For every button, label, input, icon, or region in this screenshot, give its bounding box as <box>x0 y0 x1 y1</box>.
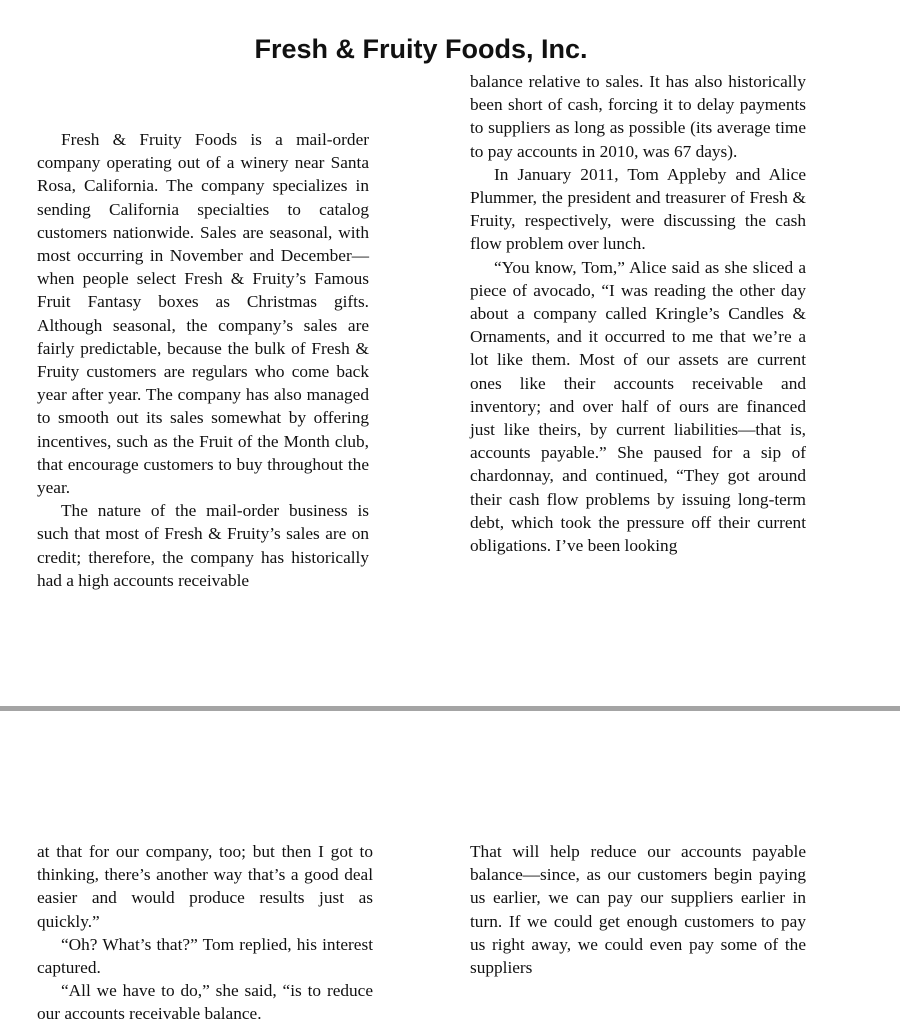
paragraph: balance relative to sales. It has also historically been short of cash, forcing it to delay payments to suppliers as long as possible (its average time to pay accounts in 2010, was 67 days). <box>470 72 806 161</box>
paragraph: Fresh & Fruity Foods is a mail-order company operating out of a winery near Santa Rosa, California. The company specializes in sending California specialties to catalog customers nationwide. Sales are seasonal, with most occurring in November and December—when people select Fresh & Fruity’s Famous Fruit Fantasy boxes as Christmas gifts. Although seasonal, the company’s sales are fairly predictable, because the bulk of Fresh & Fruity customers are regulars who come back year after year. The company has also managed to smooth out its sales somewhat by offering incentives, such as the Fruit of the Month club, that encourage customers to buy throughout the year. <box>37 130 369 498</box>
paragraph: The nature of the mail-order business is such that most of Fresh & Fruity’s sales are on credit; therefore, the company has historically had a high accounts receivable <box>37 501 369 590</box>
paragraph: “You know, Tom,” Alice said as she sliced a piece of avocado, “I was reading the other day about a company called Kringle’s Candles & Ornaments, and it occurred to me that we’re a lot like them. Most of our assets are current ones like their accounts receivable and inventory; and over half of ours are financed just like theirs, by current liabilities—that is, accounts payable.” She paused for a sip of chardonnay, and continued, “They got around their cash flow problems by issuing long-term debt, which took the pressure off their current obligations. I’ve been looking <box>470 257 806 556</box>
document-title: Fresh & Fruity Foods, Inc. <box>254 34 588 64</box>
page1-right-column <box>470 70 806 557</box>
page-divider <box>0 706 900 711</box>
paragraph: That will help reduce our accounts payable balance—since, as our customers begin paying us earlier, we can pay our suppliers earlier in turn. If we could get enough customers to pay us right away, we could even pay some of the suppliers <box>470 842 806 978</box>
page1-left-column <box>37 128 369 592</box>
paragraph: “All we have to do,” she said, “is to reduce our accounts receivable balance. <box>37 981 373 1024</box>
page2-left-column <box>37 840 373 1026</box>
paragraph: In January 2011, Tom Appleby and Alice Plummer, the president and treasurer of Fresh & Fruity, respectively, were discussing the cash flow problem over lunch. <box>470 164 806 254</box>
paragraph: at that for our company, too; but then I got to thinking, there’s another way that’s a good deal easier and would produce results just as quickly.” <box>37 842 373 931</box>
page2-right-column <box>470 840 806 979</box>
paragraph: “Oh? What’s that?” Tom replied, his interest captured. <box>37 934 373 978</box>
